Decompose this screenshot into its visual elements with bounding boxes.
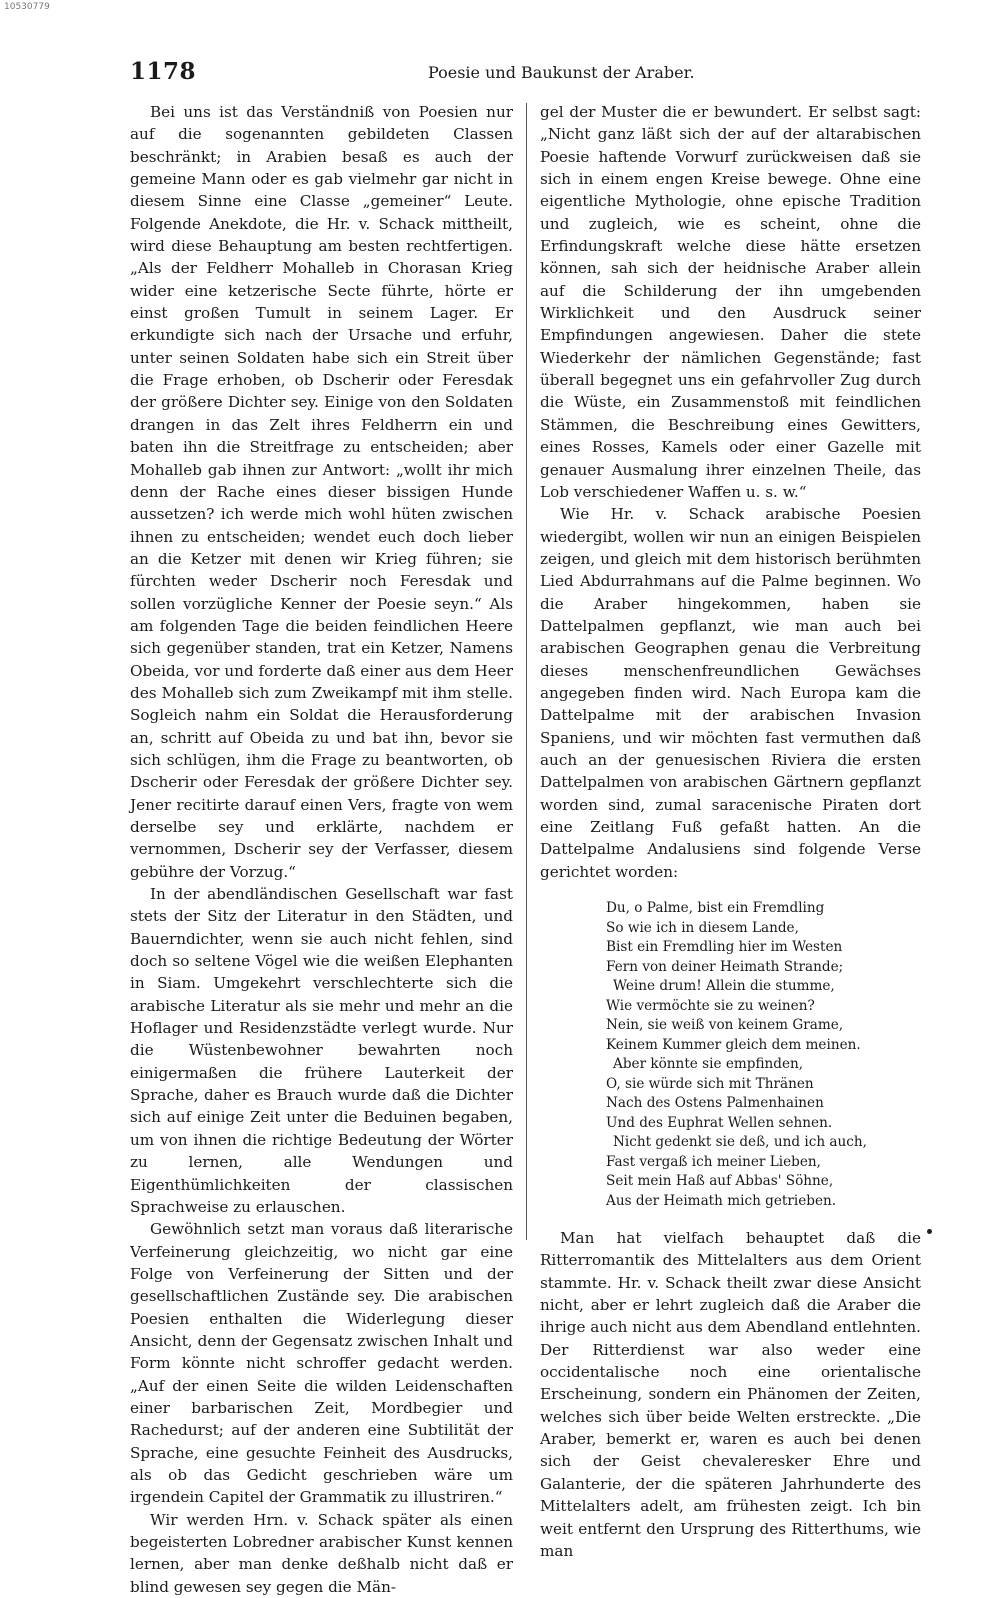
poem-line: Fern von deiner Heimath Strande; <box>606 958 844 975</box>
poem-line: Keinem Kummer gleich dem meinen. <box>606 1036 861 1053</box>
poem-line: Seit mein Haß auf Abbas' Söhne, <box>606 1173 834 1190</box>
poem-line: Nein, sie weiß von keinem Grame, <box>606 1017 844 1034</box>
poem-line: O, sie würde sich mit Thränen <box>606 1075 814 1092</box>
poem-line: Nicht gedenkt sie deß, und ich auch, <box>613 1134 867 1151</box>
page-number: 1178 <box>130 58 197 85</box>
left-column <box>130 101 513 1598</box>
column-divider <box>526 103 527 1240</box>
running-title: Poesie und Baukunst der Araber. <box>428 63 695 82</box>
ink-dot-mark <box>927 1229 932 1234</box>
right-column <box>540 101 921 1562</box>
scan-identifier: 10530779 <box>4 2 50 12</box>
paragraph: gel der Muster die er bewundert. Er selbst sagt: „Nicht ganz läßt sich der auf der altarabischen Poesie haftende Vorwurf zurückweisen daß sie sich in einem engen Kreise bewege. Ohne eine eigentliche Mythologie, ohne epische Tradition und zugleich, wie es scheint, ohne die Erfindungskraft welche diese hätte ersetzen können, sah sich der heidnische Araber allein auf die Schilderung der ihn umgebenden Wirklichkeit und den Ausdruck seiner Empfindungen angewiesen. Daher die stete Wiederkehr der nämlichen Gegenstände; fast überall begegnet uns ein gefahrvoller Zug durch die Wüste, ein Zusammenstoß mit feindlichen Stämmen, die Beschreibung eines Gewitters, eines Rosses, Kamels oder einer Gazelle mit genauer Ausmalung ihrer einzelnen Theile, das Lob verschiedener Waffen u. s. w.“ <box>540 103 921 501</box>
poem-line: Aber könnte sie empfinden, <box>613 1056 804 1073</box>
poem-line: Du, o Palme, bist ein Fremdling <box>606 900 825 917</box>
poem-line: Und des Euphrat Wellen sehnen. <box>606 1114 833 1131</box>
paragraph: Bei uns ist das Verständniß von Poesien nur auf die sogenannten gebildeten Classen beschränkt; in Arabien besaß es auch der gemeine Mann oder es gab vielmehr gar nicht in diesem Sinne eine Classe „gemeiner“ Leute. Folgende Anekdote, die Hr. v. Schack mittheilt, wird diese Behauptung am besten rechtfertigen. „Als der Feldherr Mohalleb in Chorasan Krieg wider eine ketzerische Secte führte, hörte er einst großen Tumult in seinem Lager. Er erkundigte sich nach der Ursache und erfuhr, unter seinen Soldaten habe sich ein Streit über die Frage erhoben, ob Dscherir oder Feresdak der größere Dichter sey. Einige von den Soldaten drangen in das Zelt ihres Feldherrn ein und baten ihn die Streitfrage zu entscheiden; aber Mohalleb gab ihnen zur Antwort: „wollt ihr mich denn der Rache eines dieser bissigen Hunde aussetzen? ich werde mich wohl hüten zwischen ihnen zu entscheiden; wendet euch doch lieber an die Ketzer mit denen wir Krieg führen; sie fürchten weder Dscherir noch Feresdak und sollen vorzügliche Kenner der Poesie seyn.“ Als am folgenden Tage die beiden feindlichen Heere sich gegenüber standen, trat ein Ketzer, Namens Obeida, vor und forderte daß einer aus dem Heer des Mohalleb sich zum Zweikampf mit ihm stelle. Sogleich nahm ein Soldat die Herausforderung an, schritt auf Obeida zu und bat ihn, bevor sie sich schlügen, ihm die Frage zu beantworten, ob Dscherir oder Feresdak der größere Dichter sey. Jener recitirte darauf einen Vers, fragte von wem derselbe sey und erklärte, nachdem er vernommen, Dscherir sey der Verfasser, diesem gebühre der Vorzug.“ <box>130 103 513 881</box>
poem-line: Bist ein Fremdling hier im Westen <box>606 939 843 956</box>
poem-line: Aus der Heimath mich getrieben. <box>606 1192 837 1209</box>
page-header <box>130 58 920 88</box>
paragraph: In der abendländischen Gesellschaft war fast stets der Sitz der Literatur in den Städten, und Bauerndichter, wenn sie auch nicht fehlen, sind doch so seltene Vögel wie die weißen Elephanten in Siam. Umgekehrt verschlechterte sich die arabische Literatur als sie mehr und mehr an die Hoflager und Residenzstädte verlegt wurde. Nur die Wüstenbewohner bewahrten noch einigermaßen die frühere Lauterkeit der Sprache, daher es Brauch wurde daß die Dichter sich auf einige Zeit unter die Beduinen begaben, um von ihnen die richtige Bedeutung der Wörter zu lernen, alle Wendungen und Eigenthümlichkeiten der classischen Sprachweise zu erlauschen. <box>130 885 513 1216</box>
poem <box>606 899 921 1211</box>
paragraph: Wir werden Hrn. v. Schack später als einen begeisterten Lobredner arabischer Kunst kennen lernen, aber man denke deßhalb nicht daß er blind gewesen sey gegen die Män- <box>130 1510 513 1596</box>
paragraph: Gewöhnlich setzt man voraus daß literarische Verfeinerung gleichzeitig, wo nicht gar eine Folge von Verfeinerung der Sitten und der gesellschaftlichen Zustände sey. Die arabischen Poesien enthalten die Widerlegung dieser Ansicht, denn der Gegensatz zwischen Inhalt und Form könnte nicht schroffer gedacht werden. „Auf der einen Seite die wilden Leidenschaften einer barbarischen Zeit, Mordbegier und Rachedurst; auf der anderen eine Subtilität der Sprache, eine gesuchte Feinheit des Ausdrucks, als ob das Gedicht geschrieben wäre um irgendein Capitel der Grammatik zu illustriren.“ <box>130 1220 513 1507</box>
paragraph: Man hat vielfach behauptet daß die Ritterromantik des Mittelalters aus dem Orient stammte. Hr. v. Schack theilt zwar diese Ansicht nicht, aber er lehrt zugleich daß die Araber die ihrige auch nicht aus dem Abendland entlehnten. Der Ritterdienst war also weder eine occidentalische noch eine orientalische Erscheinung, sondern ein Phänomen der Zeiten, welches sich über beide Welten erstreckte. „Die Araber, bemerkt er, waren es auch bei denen sich der Geist chevaleresker Ehre und Galanterie, der die späteren Jahrhunderte des Mittelalters adelt, am frühesten zeigt. Ich bin weit entfernt den Ursprung des Ritterthums, wie man <box>540 1229 921 1560</box>
poem-line: Fast vergaß ich meiner Lieben, <box>606 1153 821 1170</box>
paragraph: Wie Hr. v. Schack arabische Poesien wiedergibt, wollen wir nun an einigen Beispielen zeigen, und gleich mit dem historisch berühmten Lied Abdurrahmans auf die Palme beginnen. Wo die Araber hingekommen, haben sie Dattelpalmen gepflanzt, wie man auch bei arabischen Geographen genau die Verbreitung dieses menschenfreundlichen Gewächses angegeben finden wird. Nach Europa kam die Dattelpalme mit der arabischen Invasion Spaniens, und wir möchten fast vermuthen daß auch an der genuesischen Riviera die ersten Dattelpalmen von arabischen Gärtnern gepflanzt worden sind, zumal saracenische Piraten dort eine Zeitlang Fuß gefaßt hatten. An die Dattelpalme Andalusiens sind folgende Verse gerichtet worden: <box>540 505 921 881</box>
poem-line: Nach des Ostens Palmenhainen <box>606 1095 824 1112</box>
poem-line: Weine drum! Allein die stumme, <box>613 978 835 995</box>
poem-line: So wie ich in diesem Lande, <box>606 919 799 936</box>
poem-line: Wie vermöchte sie zu weinen? <box>606 997 815 1014</box>
